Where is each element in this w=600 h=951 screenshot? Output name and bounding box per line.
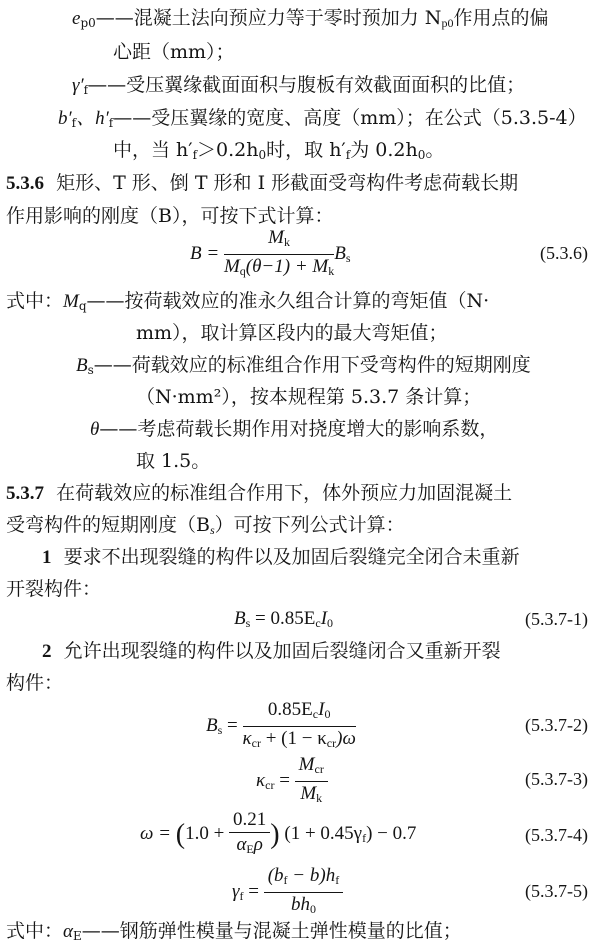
equation-5-3-7-4: ω = (1.0 + $\frac{0.21}{\alpha_E\rho}$ ) $(1 + 0.45\gamma_f) - 0.7$ [140,809,417,856]
clause-5-3-7-cont: 受弯构件的短期刚度$(B_s)$可按下列公式计算： [6,514,405,537]
def-bs-cont: （N·mm²），按本规程第 5.3.7 条计算； [136,386,482,408]
def-bs: $B_s——$荷载效应的标准组合作用下受弯构件的短期刚度 [76,354,531,377]
item-1: 1 要求不出现裂缝的构件以及加固后裂缝完全闭合未重新 [42,546,520,568]
where-5-3-6: 式中：$M_q——$按荷载效应的准永久组合计算的弯矩值（N· [6,290,490,313]
clause-number: 5.3.6 [6,173,44,194]
def-mq-cont: mm），取计算区段内的最大弯矩值； [136,322,448,344]
clause-5-3-6-cont: 作用影响的刚度（B），可按下式计算： [6,205,334,227]
equation-5-3-7-3: $\kappa_{cr}$ = $\frac{M_{cr}}{M_k}$ [256,753,328,810]
def-theta: θ——考虑荷载长期作用对挠度增大的影响系数， [90,418,499,440]
equation-number: (5.3.7-3) [525,769,588,789]
item-2: 2 允许出现裂缝的构件以及加固后裂缝闭合又重新开裂 [42,640,501,662]
item-2-cont: 构件： [6,672,64,694]
equation-5-3-6: B = $\frac{M_k}{M_q(\theta-1) + M_k}$ $B_s$ [190,227,351,278]
equation-number: (5.3.7-1) [525,609,588,629]
def-gamma-f: $\gamma'_f——$受压翼缘截面面积与腹板有效截面面积的比值； [72,74,526,97]
def-bf-hf-cont: 中，当 $h'_f>0.2h_0$时，取 $h'_f$为 $0.2h_0$。 [113,139,445,162]
equation-number: (5.3.7-5) [525,881,588,901]
def-bf-hf: $b'_f$、$h'_f——$受压翼缘的宽度、高度（mm）；在公式（5.3.5-4） [58,107,587,130]
where-5-3-7: 式中：$\alpha_E——$钢筋弹性模量与混凝土弹性模量的比值； [6,920,462,943]
def-ep0-cont: 心距（mm）； [113,41,235,63]
equation-number: (5.3.7-4) [525,825,588,845]
def-ep0: $e_{p0}——$混凝土法向预应力等于零时预加力 $N_{p0}$作用点的偏 [72,7,549,30]
equation-5-3-7-2: $B_s$ = $\frac{0.85E_cI_0}{\kappa_{cr} + (1 - \kappa_{cr})\omega}$ [206,699,356,750]
def-theta-cont: 取 1.5。 [136,450,211,472]
equation-number: (5.3.7-2) [525,715,588,735]
clause-number: 5.3.7 [6,483,44,504]
equation-number: (5.3.6) [540,243,588,263]
item-1-cont: 开裂构件： [6,578,102,600]
equation-5-3-7-5: $\gamma_f$ = $\frac{(b_f - b)h_f}{bh_0}$ [232,864,343,921]
equation-5-3-7-1: $B_s = 0.85E_cI_0$ [234,608,334,630]
clause-5-3-6: 5.3.6 矩形、T 形、倒 T 形和 I 形截面受弯构件考虑荷载长期 [6,172,519,194]
clause-5-3-7: 5.3.7 在荷载效应的标准组合作用下，体外预应力加固混凝土 [6,482,513,504]
